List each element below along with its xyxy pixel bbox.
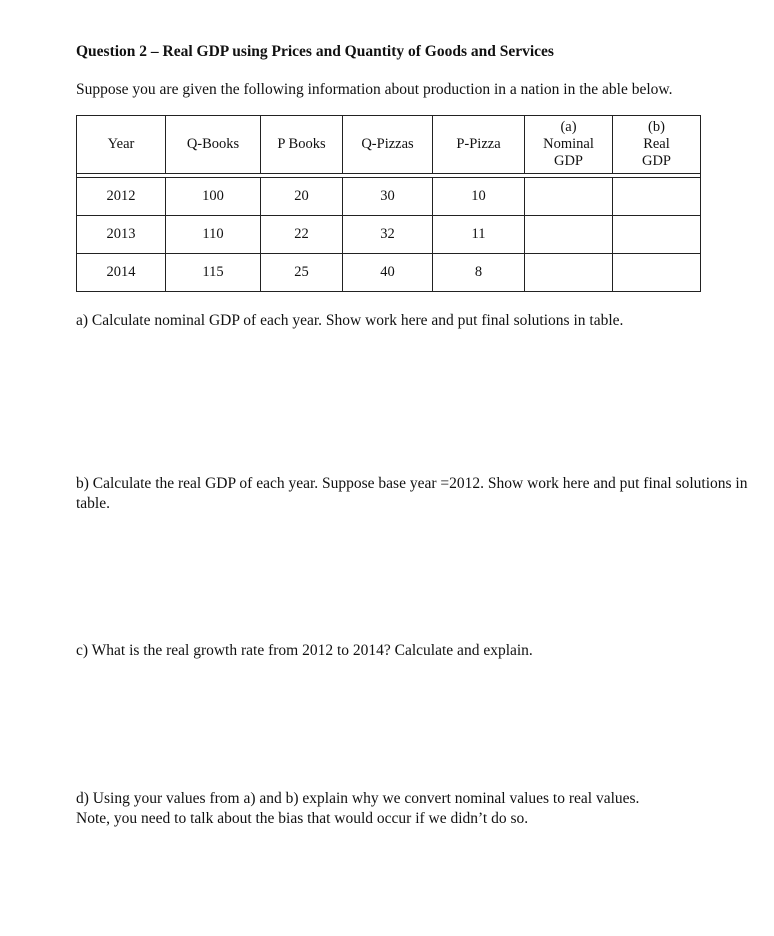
header-real-gdp [613,116,701,174]
cell-p-books: 20 [261,178,343,216]
table-row [77,216,701,254]
header-real-gdp-label: GDP [641,153,671,169]
question-title: Question 2 – Real GDP using Prices and Quantity of Goods and Services [76,43,554,60]
cell-nominal-gdp [525,178,613,216]
cell-p-pizza: 10 [433,178,525,216]
header-real-part-b: (b) [648,119,665,135]
header-p-books: P Books [261,116,343,174]
cell-p-books: 22 [261,216,343,254]
header-nominal-gdp-label: GDP [553,153,583,169]
question-a: a) Calculate nominal GDP of each year. Show work here and put final solutions in table. [76,312,624,329]
table-header-row [77,116,701,174]
intro-text: Suppose you are given the following information about production in a nation in the able below. [76,81,673,98]
cell-year: 2012 [77,178,166,216]
cell-nominal-gdp [525,254,613,292]
cell-p-pizza: 8 [433,254,525,292]
header-year: Year [77,116,166,174]
cell-p-books: 25 [261,254,343,292]
question-d-line1: d) Using your values from a) and b) explain why we convert nominal values to real values. [76,790,640,807]
cell-p-pizza: 11 [433,216,525,254]
header-nominal-label: Nominal [543,136,594,152]
question-d-line2: Note, you need to talk about the bias that would occur if we didn’t do so. [76,810,529,827]
table-row [77,254,701,292]
cell-real-gdp [613,178,701,216]
cell-q-pizzas: 40 [343,254,433,292]
gdp-table [76,115,701,292]
header-q-pizzas: Q-Pizzas [343,116,433,174]
cell-year: 2013 [77,216,166,254]
header-real-label: Real [643,136,670,152]
header-nominal-part-a: (a) [560,119,577,135]
cell-real-gdp [613,254,701,292]
cell-nominal-gdp [525,216,613,254]
header-p-pizza: P-Pizza [433,116,525,174]
cell-q-pizzas: 30 [343,178,433,216]
cell-q-books: 110 [166,216,261,254]
question-b: b) Calculate the real GDP of each year. Suppose base year =2012. Show work here and put final solutions in table. [76,475,748,512]
cell-q-books: 100 [166,178,261,216]
question-d [76,789,756,829]
table-row [77,178,701,216]
cell-q-books: 115 [166,254,261,292]
header-nominal-gdp [525,116,613,174]
cell-q-pizzas: 32 [343,216,433,254]
header-q-books: Q-Books [166,116,261,174]
question-c: c) What is the real growth rate from 2012 to 2014? Calculate and explain. [76,642,533,659]
cell-year: 2014 [77,254,166,292]
cell-real-gdp [613,216,701,254]
